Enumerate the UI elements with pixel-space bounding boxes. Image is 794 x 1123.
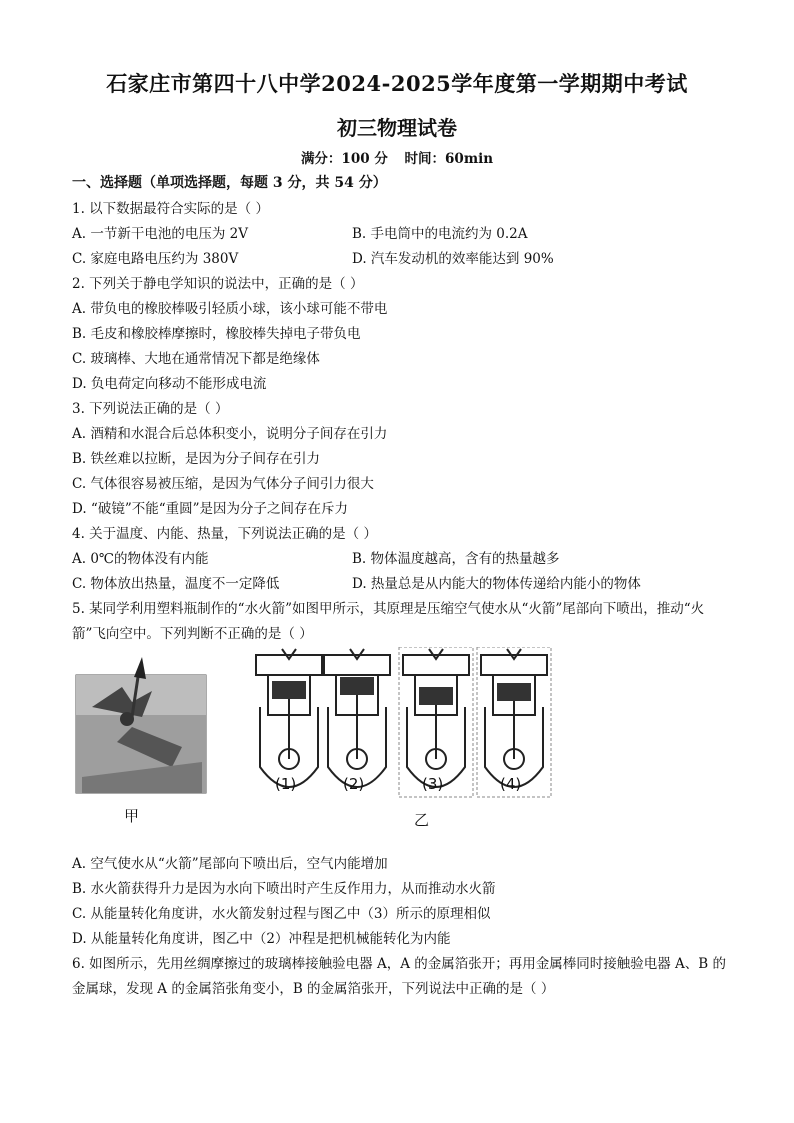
option: C. 气体很容易被压缩，是因为气体分子间引力很大 [72,476,374,492]
option: C. 从能量转化角度讲，水火箭发射过程与图乙中（3）所示的原理相似 [72,906,491,922]
option: C. 家庭电路电压约为 380V [72,251,239,267]
exam-title: 石家庄市第四十八中学2024-2025学年度第一学期期中考试 [106,71,688,96]
question-stem: 3. 下列说法正确的是（ ） [72,401,229,417]
option: A. 0℃的物体没有内能 [72,551,209,567]
option: D. 从能量转化角度讲，图乙中（2）冲程是把机械能转化为内能 [72,931,451,947]
option-row [72,222,732,247]
option: D. “破镜”不能“重圆”是因为分子之间存在斥力 [72,501,349,517]
exam-time: 时间：60min [404,151,494,167]
figure-svg [72,647,732,852]
stroke-label-2: (2) [343,775,365,793]
option: C. 物体放出热量，温度不一定降低 [72,576,280,592]
stroke-label-1: (1) [275,775,297,793]
option: D. 汽车发动机的效率能达到 90% [352,251,554,267]
question-figure [72,647,732,852]
option-row [72,572,732,597]
option: B. 物体温度越高，含有的热量越多 [352,551,560,567]
section-heading: 一、选择题（单项选择题，每题 3 分，共 54 分） [72,175,387,191]
option: C. 玻璃棒、大地在通常情况下都是绝缘体 [72,351,320,367]
option: B. 毛皮和橡胶棒摩擦时，橡胶棒失掉电子带负电 [72,326,361,342]
option: B. 手电筒中的电流约为 0.2A [352,226,528,242]
option: A. 一节新干电池的电压为 2V [72,226,248,242]
figure-label-jia: 甲 [124,807,140,825]
exam-subtitle: 初三物理试卷 [337,116,457,140]
stroke-label-4: (4) [500,775,522,793]
option: B. 铁丝难以拉断，是因为分子间存在引力 [72,451,321,467]
option-row [72,247,732,272]
option-row [72,547,732,572]
stroke-label-3: (3) [422,775,444,793]
full-score: 满分：100 分 [300,151,388,167]
exam-meta [0,147,794,167]
option: B. 水火箭获得升力是因为水向下喷出时产生反作用力，从而推动水火箭 [72,881,496,897]
questions [72,197,732,1002]
option: A. 带负电的橡胶棒吸引轻质小球，该小球可能不带电 [72,301,388,317]
figure-label-yi: 乙 [414,811,430,829]
option: A. 空气使水从“火箭”尾部向下喷出后，空气内能增加 [72,856,388,872]
engine-stroke-2 [324,649,390,787]
question-stem: 2. 下列关于静电学知识的说法中，正确的是（ ） [72,276,364,292]
question-stem: 4. 关于温度、内能、热量，下列说法正确的是（ ） [72,526,377,542]
option: D. 负电荷定向移动不能形成电流 [72,376,267,392]
water-rocket-photo [76,657,206,793]
option: D. 热量总是从内能大的物体传递给内能小的物体 [352,576,641,592]
question-stem: 6. 如图所示，先用丝绸摩擦过的玻璃棒接触验电器 A，A 的金属箔张开；再用金属棒同时接触验电器 A、B 的金属球，发现 A 的金属箔张角变小，B 的金属箔张开，下列说法中正确的是（ ） [72,956,727,997]
question-stem: 1. 以下数据最符合实际的是（ ） [72,201,269,217]
engine-stroke-1 [256,649,322,787]
option: A. 酒精和水混合后总体积变小，说明分子间存在引力 [72,426,388,442]
question-stem: 5. 某同学利用塑料瓶制作的“水火箭”如图甲所示，其原理是压缩空气使水从“火箭”尾部向下喷出，推动“火箭”飞向空中。下列判断不正确的是（ ） [72,601,705,642]
